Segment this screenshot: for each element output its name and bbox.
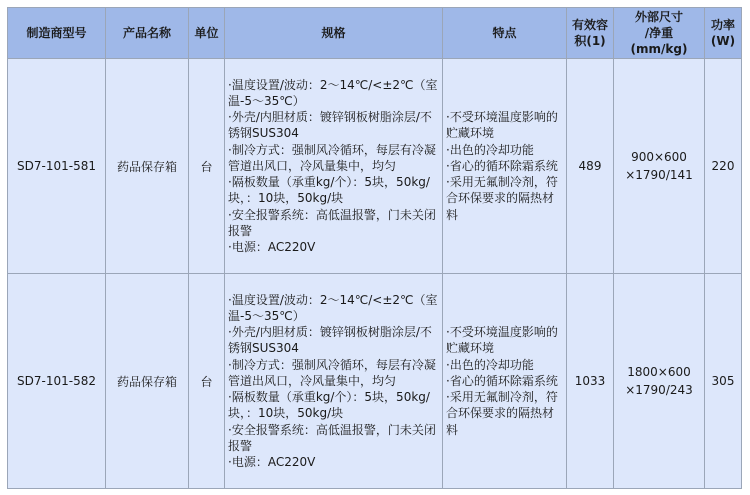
product-table [7,7,742,489]
header-dims-line3: (mm/kg) [630,42,688,56]
feature-item: ·采用无氟制冷剂，符合环保要求的隔热材料 [446,175,558,222]
dims-line2: ×1790/243 [625,383,693,397]
spec-item: ·隔板数量（承重kg/个）：5块，50kg/块，：10块，50kg/块 [228,390,430,421]
header-model: 制造商型号 [8,8,106,59]
spec-item: ·外壳/内胆材质：镀锌钢板树脂涂层/不锈钢SUS304 [228,110,432,141]
dims-line2: ×1790/141 [625,168,693,182]
header-unit: 单位 [189,8,225,59]
header-spec: 规格 [225,8,443,59]
cell-dims [614,59,705,274]
spec-item: ·温度设置/波动：2～14℃/<±2℃（室温-5～35℃） [228,77,438,109]
dims-line1: 1800×600 [627,365,691,379]
feature-item: ·不受环境温度影响的贮藏环境 [446,325,558,356]
cell-power: 305 [705,274,742,489]
header-name: 产品名称 [106,8,189,59]
spec-item: ·隔板数量（承重kg/个）：5块，50kg/块，：10块，50kg/块 [228,175,430,206]
feature-item: ·省心的循环除霜系统 [446,158,558,173]
feature-item: ·出色的冷却功能 [446,357,534,372]
header-capacity: 有效容积(1) [567,8,614,59]
cell-model: SD7-101-582 [8,274,106,489]
cell-power: 220 [705,59,742,274]
feature-item: ·采用无氟制冷剂，符合环保要求的隔热材料 [446,390,558,437]
cell-spec [225,59,443,274]
header-dims-line1: 外部尺寸 [634,10,683,24]
cell-spec [225,274,443,489]
spec-item: ·外壳/内胆材质：镀锌钢板树脂涂层/不锈钢SUS304 [228,325,432,356]
feature-item: ·出色的冷却功能 [446,142,534,157]
spec-item: ·电源：AC220V [228,454,316,469]
cell-dims [614,274,705,489]
header-dims-line2: /净重 [644,26,674,40]
spec-item: ·制冷方式：强制风冷循环，每层有冷凝管道出风口，冷风量集中，均匀 [228,357,436,388]
header-power-line2: (W) [710,34,736,48]
header-power-line1: 功率 [710,18,735,32]
spec-item: ·安全报警系统：高低温报警，门未关闭报警 [228,207,436,238]
cell-name: 药品保存箱 [106,59,189,274]
cell-capacity: 1033 [567,274,614,489]
cell-features [443,274,567,489]
spec-item: ·电源：AC220V [228,239,316,254]
dims-line1: 900×600 [631,150,687,164]
spec-item: ·制冷方式：强制风冷循环，每层有冷凝管道出风口，冷风量集中，均匀 [228,142,436,173]
cell-unit: 台 [189,274,225,489]
header-dims [614,8,705,59]
header-power [705,8,742,59]
feature-item: ·省心的循环除霜系统 [446,373,558,388]
spec-item: ·温度设置/波动：2～14℃/<±2℃（室温-5～35℃） [228,292,438,324]
cell-capacity: 489 [567,59,614,274]
cell-model: SD7-101-581 [8,59,106,274]
cell-name: 药品保存箱 [106,274,189,489]
table-row [8,274,742,489]
table-row [8,59,742,274]
feature-item: ·不受环境温度影响的贮藏环境 [446,110,558,141]
cell-unit: 台 [189,59,225,274]
spec-item: ·安全报警系统：高低温报警，门未关闭报警 [228,422,436,453]
header-row [8,8,742,59]
cell-features [443,59,567,274]
product-table-container [7,7,742,489]
header-features: 特点 [443,8,567,59]
